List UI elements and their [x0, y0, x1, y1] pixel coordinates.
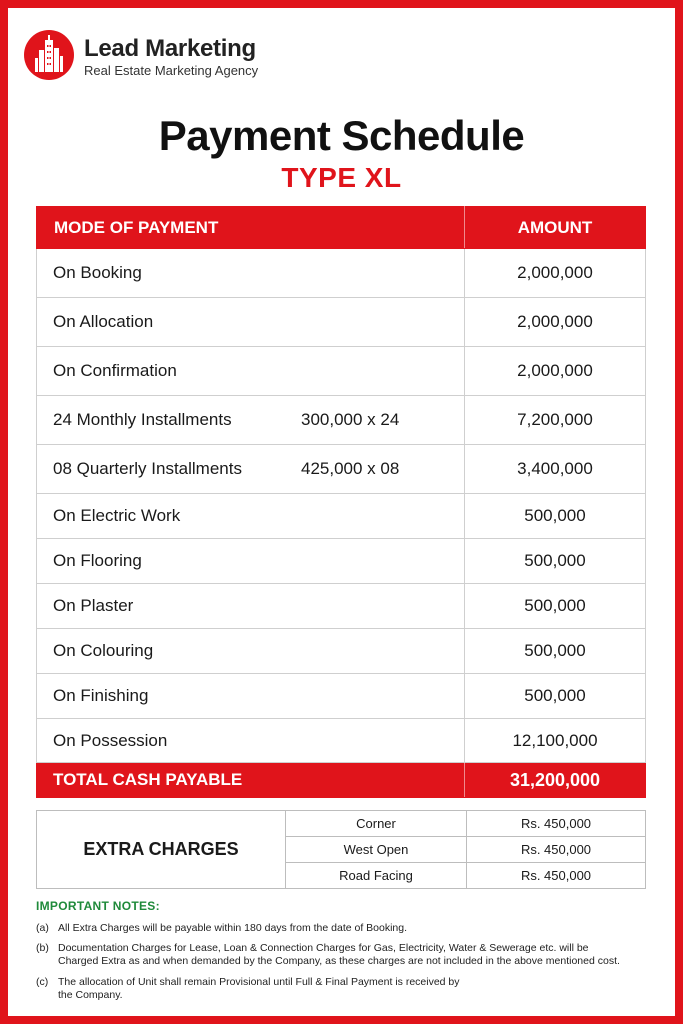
extra-charges-label: EXTRA CHARGES [37, 811, 286, 889]
payment-schedule-table [36, 206, 646, 798]
column-header-amount: AMOUNT [465, 207, 646, 249]
extra-charge-row [37, 811, 646, 837]
row-detail: 300,000 x 24 [301, 410, 400, 429]
row-mode-cell [37, 494, 465, 539]
row-mode: 08 Quarterly Installments [53, 459, 242, 478]
row-amount: 500,000 [465, 674, 646, 719]
row-amount: 2,000,000 [465, 347, 646, 396]
table-row [37, 494, 646, 539]
row-amount: 500,000 [465, 494, 646, 539]
row-mode: On Colouring [53, 641, 154, 660]
note-text [58, 942, 658, 968]
extra-charge-name: West Open [286, 837, 467, 863]
row-mode: On Plaster [53, 596, 134, 615]
table-row [37, 539, 646, 584]
row-mode-cell [37, 584, 465, 629]
table-row [37, 445, 646, 494]
row-detail: 425,000 x 08 [301, 459, 400, 478]
note-line: Charged Extra as and when demanded by the Company, as these charges are not included in the above mentioned cost. [58, 955, 620, 967]
note-line: Documentation Charges for Lease, Loan & Connection Charges for Gas, Electricity, Water & Sewerage etc. will be [58, 942, 589, 954]
notes-title: IMPORTANT NOTES: [36, 899, 160, 913]
table-row [37, 674, 646, 719]
row-amount: 2,000,000 [465, 298, 646, 347]
row-mode-cell [37, 674, 465, 719]
row-amount: 3,400,000 [465, 445, 646, 494]
row-mode: On Flooring [53, 551, 142, 570]
extra-charge-amount: Rs. 450,000 [467, 837, 646, 863]
page-title: Payment Schedule [158, 112, 525, 159]
note-line: All Extra Charges will be payable within 180 days from the date of Booking. [58, 922, 408, 934]
note-text [58, 976, 658, 1002]
brand-logo [24, 30, 74, 80]
row-amount: 12,100,000 [465, 719, 646, 763]
note-key: (a) [36, 922, 49, 934]
table-header-row [37, 207, 646, 249]
row-mode-cell [37, 396, 465, 445]
row-mode: 24 Monthly Installments [53, 410, 232, 429]
total-label: TOTAL CASH PAYABLE [37, 763, 465, 798]
table-row [37, 396, 646, 445]
note-line: the Company. [58, 989, 123, 1001]
row-mode-cell [37, 719, 465, 763]
row-amount: 2,000,000 [465, 249, 646, 298]
extra-charge-name: Road Facing [286, 863, 467, 889]
row-mode: On Confirmation [53, 361, 177, 380]
table-row [37, 719, 646, 763]
note-line: The allocation of Unit shall remain Provisional until Full & Final Payment is received by [58, 976, 460, 988]
row-mode-cell [37, 445, 465, 494]
row-mode: On Finishing [53, 686, 149, 705]
total-amount: 31,200,000 [465, 763, 646, 798]
table-row [37, 584, 646, 629]
brand-tagline: Real Estate Marketing Agency [84, 63, 259, 78]
row-mode-cell [37, 629, 465, 674]
extra-charge-amount: Rs. 450,000 [467, 863, 646, 889]
table-row [37, 629, 646, 674]
row-mode-cell [37, 539, 465, 584]
extra-charge-amount: Rs. 450,000 [467, 811, 646, 837]
extra-charge-name: Corner [286, 811, 467, 837]
page-subtitle: TYPE XL [281, 162, 402, 193]
table-row [37, 249, 646, 298]
row-amount: 500,000 [465, 629, 646, 674]
note-text [58, 922, 658, 935]
row-mode: On Electric Work [53, 506, 181, 525]
brand-name: Lead Marketing [84, 35, 256, 62]
row-mode: On Allocation [53, 312, 154, 331]
row-amount: 500,000 [465, 584, 646, 629]
row-amount: 7,200,000 [465, 396, 646, 445]
row-amount: 500,000 [465, 539, 646, 584]
note-key: (c) [36, 976, 49, 988]
extra-charges-table [36, 810, 646, 889]
table-row [37, 298, 646, 347]
row-mode-cell [37, 347, 465, 396]
table-row [37, 347, 646, 396]
note-key: (b) [36, 942, 49, 954]
row-mode: On Booking [53, 263, 142, 282]
building-icon [24, 30, 74, 80]
row-mode: On Possession [53, 730, 168, 750]
row-mode-cell [37, 298, 465, 347]
column-header-mode: MODE OF PAYMENT [37, 207, 465, 249]
row-mode-cell [37, 249, 465, 298]
total-row [37, 763, 646, 798]
